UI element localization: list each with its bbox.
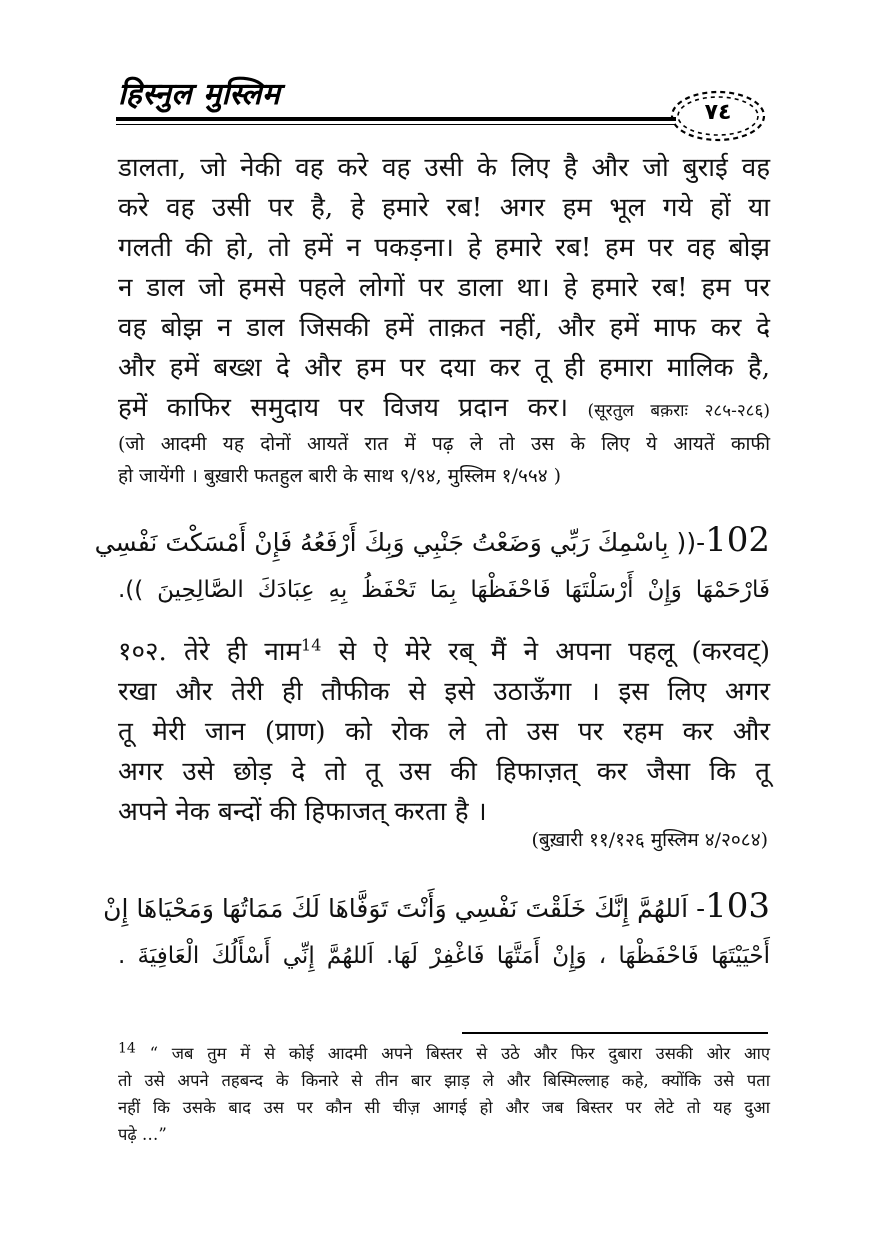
text-line: न डाल जो हमसे पहले लोगों पर डाला था। हे हमारे रब! हम पर [118,273,770,303]
note-line: हो जायेंगी । बुख़ारी फतहुल बारी के साथ ९/९४, मुस्लिम १/५५४ ) [118,465,562,487]
text-line-end: हमें काफिर समुदाय पर विजय प्रदान कर। [118,393,569,423]
footnote-number: 14 [118,1040,136,1057]
hadith-102-translation [118,632,770,832]
arabic-line [103,878,770,934]
arabic-line: أَحْيَيْتَهَا فَاحْفَظْهَا ، وَإِنْ أَمَتَّهَا فَاغْفِرْ لَهَا. اَللهُمَّ إِنِّي أَسْأَلُكَ الْعَافِيَةَ . [118,943,770,969]
book-title: हिस्नुल मुस्लिम [118,77,281,112]
text-line: गलती की हो, तो हमें न पकड़ना। हे हमारे रब! हम पर वह बोझ [118,233,770,263]
footnote-text: “ जब तुम में से कोई आदमी अपने बिस्तर से उठे और फिर दुबारा उसकी ओर आए [135,1044,770,1063]
translation-rest: से ऐ मेरे रब् मैं ने अपना पहलू (करवट्) [321,637,770,667]
header-rule-thick [116,117,676,121]
text-line: और हमें बख्श दे और हम पर दया कर तू ही हमारा मालिक है, [118,353,770,383]
arabic-text: -(( بِاسْمِكَ رَبِّي وَضَعْتُ جَنْبِي وَبِكَ أَرْفَعُهُ فَإِنْ أَمْسَكْتَ نَفْسِي [94,528,706,557]
translation-line: अपने नेक बन्दों की हिफाजत् करता है । [118,797,487,827]
hadith-number: 102 [705,520,770,560]
footnote [118,1040,770,1148]
footnote-separator [462,1032,768,1034]
verse-translation-paragraph [118,148,770,428]
footnote-line: पढ़े …” [118,1125,167,1144]
page-number: ٧٤ [704,100,732,125]
text-line: डालता, जो नेकी वह करे वह उसी के लिए है और जो बुराई वह [118,153,770,183]
hadith-102-arabic [94,512,770,612]
arabic-line: فَارْحَمْهَا وَإِنْ أَرْسَلْتَهَا فَاحْفَظْهَا بِمَا تَحْفَظُ بِهِ عِبَادَكَ الصَّالِحِينَ )). [118,577,770,603]
translation-line: रखा और तेरी ही तौफीक से इसे उठाऊँगा । इस लिए अगर [118,677,770,707]
arabic-text: - اَللهُمَّ إِنَّكَ خَلَقْتَ نَفْسِي وَأَنْتَ تَوَفَّاهَا لَكَ مَمَاتُهَا وَمَحْيَاهَا إِنْ [103,894,706,923]
translation-start: १०२. तेरे ही नाम [118,637,302,667]
text-line: करे वह उसी पर है, हे हमारे रब! अगर हम भूल गये हों या [118,193,770,223]
surah-reference: (सूरतुल बक़राः २८५-२८६) [587,401,770,421]
note-line: (जो आदमी यह दोनों आयतें रात में पढ़ ले तो उस के लिए ये आयतें काफी [118,433,770,455]
footnote-line: नहीं कि उसके बाद उस पर कौन सी चीज़ आगई हो और जब बिस्तर पर लेटे तो यह दुआ [118,1098,770,1117]
footnote-marker[interactable]: 14 [301,635,322,655]
translation-line: तू मेरी जान (प्राण) को रोक ले तो उस पर रहम कर और [118,717,770,747]
virtue-note [118,428,770,492]
hadith-102-reference: (बुख़ारी ११/१२६ मुस्लिम ४/२०८४) [531,829,768,851]
text-line: वह बोझ न डाल जिसकी हमें ताक़त नहीं, और हमें माफ कर दे [118,313,770,343]
hadith-103-arabic [103,878,770,978]
footnote-line [118,1040,770,1067]
hadith-number: 103 [705,886,770,926]
arabic-line [94,512,770,568]
translation-line [118,632,770,672]
footnote-line: तो उसे अपने तहबन्द के किनारे से तीन बार झाड़ ले और बिस्मिल्लाह कहे, क्योंकि उसे पता [118,1071,770,1090]
translation-line: अगर उसे छोड़ दे तो तू उस की हिफाज़त् कर जैसा कि तू [118,757,770,787]
header-rule-thin [116,124,676,125]
text-line-with-reference [118,388,770,428]
